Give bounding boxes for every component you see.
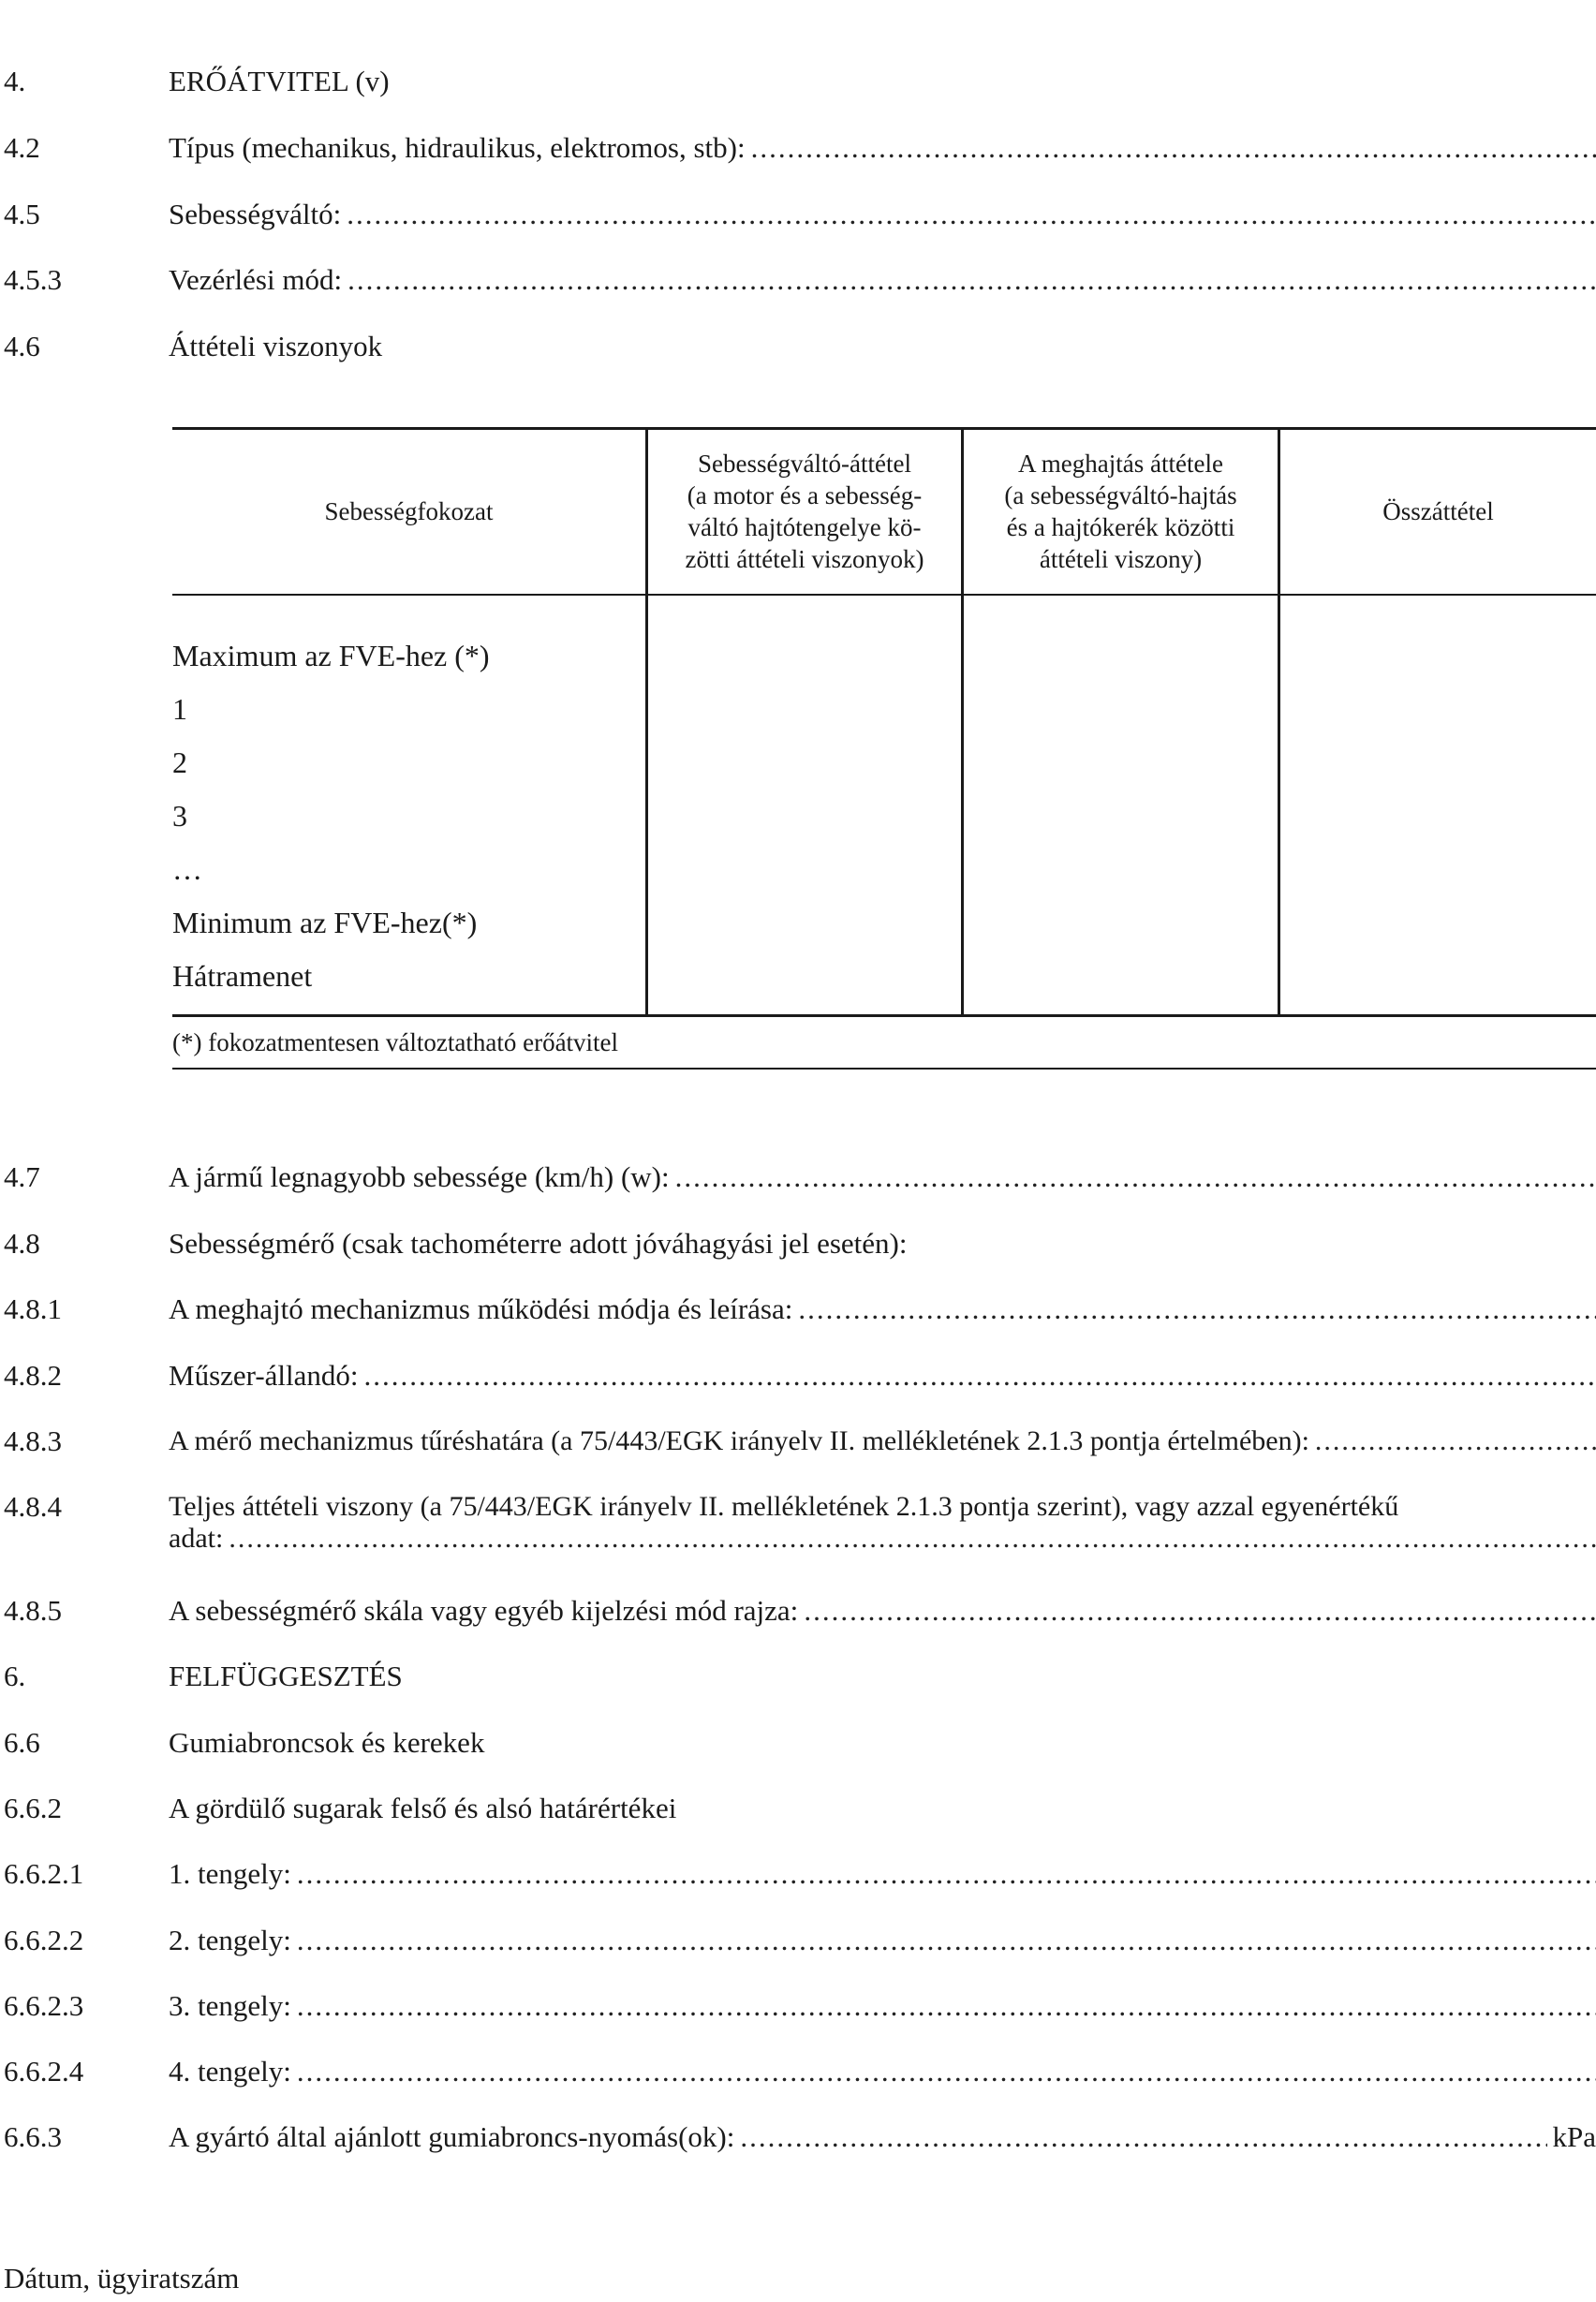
dotted-leader xyxy=(740,2114,1546,2161)
dotted-leader xyxy=(297,1983,1596,2029)
dotted-leader xyxy=(347,191,1596,238)
item-label: Vezérlési mód: xyxy=(169,257,342,303)
item-number: 4.8.2 xyxy=(4,1352,62,1399)
item-number: 6. xyxy=(4,1653,25,1700)
gear-list xyxy=(172,629,490,1003)
item-row xyxy=(0,1983,1596,2029)
item-row xyxy=(0,1653,1596,1700)
item-label: 4. tengely: xyxy=(169,2048,291,2095)
table-bottom-rule xyxy=(172,1014,1596,1017)
dotted-leader xyxy=(229,1515,1596,1562)
footer-text: Dátum, ügyiratszám xyxy=(4,2255,239,2302)
dotted-leader xyxy=(297,1851,1596,1897)
item-label: 3. tengely: xyxy=(169,1983,291,2029)
pressure-unit: kPa xyxy=(1553,2114,1596,2161)
dotted-leader xyxy=(751,125,1596,171)
item-row xyxy=(0,1587,1596,1634)
item-label: Áttételi viszonyok xyxy=(169,323,382,370)
item-row xyxy=(0,257,1596,303)
item-number: 4.6 xyxy=(4,323,40,370)
table-row: 3 xyxy=(172,789,490,843)
item-number: 4.8.1 xyxy=(4,1286,62,1333)
item-row xyxy=(0,191,1596,238)
table-row: 2 xyxy=(172,736,490,789)
item-number: 6.6.2.4 xyxy=(4,2048,83,2095)
item-number: 4.8.5 xyxy=(4,1587,62,1634)
item-number: 6.6.2.3 xyxy=(4,1983,83,2029)
item-number: 4.8.4 xyxy=(4,1483,62,1530)
item-label: Típus (mechanikus, hidraulikus, elektromos, stb): xyxy=(169,125,746,171)
footer-row xyxy=(0,2255,1596,2302)
item-row xyxy=(0,1418,1596,1465)
dotted-leader xyxy=(1315,1418,1596,1465)
table-row: … xyxy=(172,843,490,896)
gear-ratio-table xyxy=(172,427,1596,1070)
item-number: 4. xyxy=(4,58,25,105)
item-label-continued: adat: xyxy=(169,1515,223,1562)
item-row xyxy=(0,1785,1596,1832)
item-number: 6.6 xyxy=(4,1719,40,1766)
table-footnote: (*) fokozatmentesen változtatható erőátvitel xyxy=(172,1024,618,1061)
item-label: FELFÜGGESZTÉS xyxy=(169,1653,403,1700)
dotted-leader xyxy=(297,2048,1596,2095)
item-row xyxy=(0,1352,1596,1399)
item-label: Sebességmérő (csak tachométerre adott jóváhagyási jel esetén): xyxy=(169,1220,907,1267)
item-row xyxy=(0,125,1596,171)
item-row xyxy=(0,2048,1596,2095)
item-label: Műszer-állandó: xyxy=(169,1352,359,1399)
item-row xyxy=(0,1719,1596,1766)
table-row: Minimum az FVE-hez(*) xyxy=(172,896,490,950)
footnote-rule xyxy=(172,1068,1596,1070)
item-number: 6.6.2 xyxy=(4,1785,62,1832)
dotted-leader xyxy=(675,1154,1596,1201)
item-row xyxy=(0,58,1596,105)
item-row xyxy=(0,2114,1596,2161)
item-row xyxy=(0,1286,1596,1333)
item-label: Gumiabroncsok és kerekek xyxy=(169,1719,484,1766)
item-row xyxy=(0,1917,1596,1964)
item-number: 4.8 xyxy=(4,1220,40,1267)
item-label: A mérő mechanizmus tűréshatára (a 75/443/EGK irányelv II. mellékletének 2.1.3 pontja értelmében): xyxy=(169,1418,1309,1465)
item-label: A jármű legnagyobb sebessége (km/h) (w): xyxy=(169,1154,670,1201)
dotted-leader xyxy=(297,1917,1596,1964)
item-row xyxy=(0,1220,1596,1267)
item-label: Teljes áttételi viszony (a 75/443/EGK irányelv II. mellékletének 2.1.3 pontja szerint), vagy azzal egyenértékű xyxy=(169,1483,1596,1530)
item-label: 1. tengely: xyxy=(169,1851,291,1897)
item-number: 4.7 xyxy=(4,1154,40,1201)
item-number: 4.2 xyxy=(4,125,40,171)
item-row xyxy=(0,323,1596,370)
item-number: 4.5.3 xyxy=(4,257,62,303)
item-number: 6.6.2.1 xyxy=(4,1851,83,1897)
table-row: Hátramenet xyxy=(172,950,490,1003)
item-label: ERŐÁTVITEL (v) xyxy=(169,58,390,105)
item-label: A gördülő sugarak felső és alsó határértékei xyxy=(169,1785,676,1832)
item-row xyxy=(0,1851,1596,1897)
table-row: Maximum az FVE-hez (*) xyxy=(172,629,490,683)
item-label: Sebességváltó: xyxy=(169,191,341,238)
dotted-leader xyxy=(798,1286,1596,1333)
column-header-gearbox-ratio: Sebességváltó-áttétel (a motor és a sebesség- váltó hajtótengelye kö- zötti áttételi viszonyok) xyxy=(648,427,961,596)
item-label: A meghajtó mechanizmus működési módja és leírása: xyxy=(169,1286,792,1333)
item-row xyxy=(0,1483,1596,1577)
item-label: 2. tengely: xyxy=(169,1917,291,1964)
item-number: 4.8.3 xyxy=(4,1418,62,1465)
item-number: 6.6.3 xyxy=(4,2114,62,2161)
item-number: 4.5 xyxy=(4,191,40,238)
column-header-final-drive-ratio: A meghajtás áttétele (a sebességváltó-hajtás és a hajtókerék közötti áttételi viszony) xyxy=(964,427,1278,596)
item-row xyxy=(0,1154,1596,1201)
item-label: A gyártó által ajánlott gumiabroncs-nyomás(ok): xyxy=(169,2114,734,2161)
table-row: 1 xyxy=(172,683,490,736)
column-header-total-ratio: Összáttétel xyxy=(1280,427,1596,596)
dotted-leader xyxy=(347,257,1596,303)
item-label: A sebességmérő skála vagy egyéb kijelzési mód rajza: xyxy=(169,1587,798,1634)
dotted-leader xyxy=(364,1352,1596,1399)
item-number: 6.6.2.2 xyxy=(4,1917,83,1964)
column-header-gear: Sebességfokozat xyxy=(172,427,645,596)
dotted-leader xyxy=(804,1587,1596,1634)
